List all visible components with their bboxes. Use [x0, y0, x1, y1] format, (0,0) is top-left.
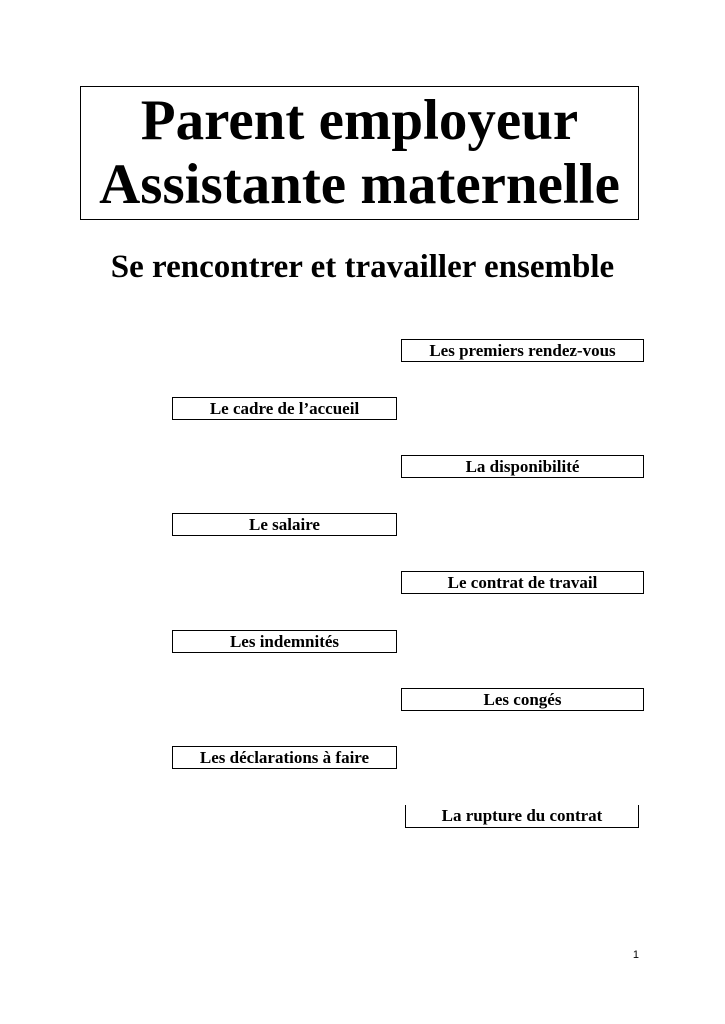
- topic-salaire[interactable]: Le salaire: [172, 513, 397, 536]
- page-number: 1: [632, 949, 639, 961]
- topic-disponibilite[interactable]: La disponibilité: [401, 455, 644, 478]
- topic-premiers-rendez-vous[interactable]: Les premiers rendez-vous: [401, 339, 644, 362]
- title-line-1: Parent employeur: [140, 89, 579, 152]
- title-box: [80, 86, 639, 220]
- topic-declarations[interactable]: Les déclarations à faire: [172, 746, 397, 769]
- topic-cadre-accueil[interactable]: Le cadre de l’accueil: [172, 397, 397, 420]
- topic-conges[interactable]: Les congés: [401, 688, 644, 711]
- topic-rupture-contrat[interactable]: La rupture du contrat: [405, 805, 639, 828]
- subtitle: Se rencontrer et travailler ensemble: [110, 249, 615, 285]
- topic-contrat-travail[interactable]: Le contrat de travail: [401, 571, 644, 594]
- topic-indemnites[interactable]: Les indemnités: [172, 630, 397, 653]
- title-line-2: Assistante maternelle: [99, 153, 620, 216]
